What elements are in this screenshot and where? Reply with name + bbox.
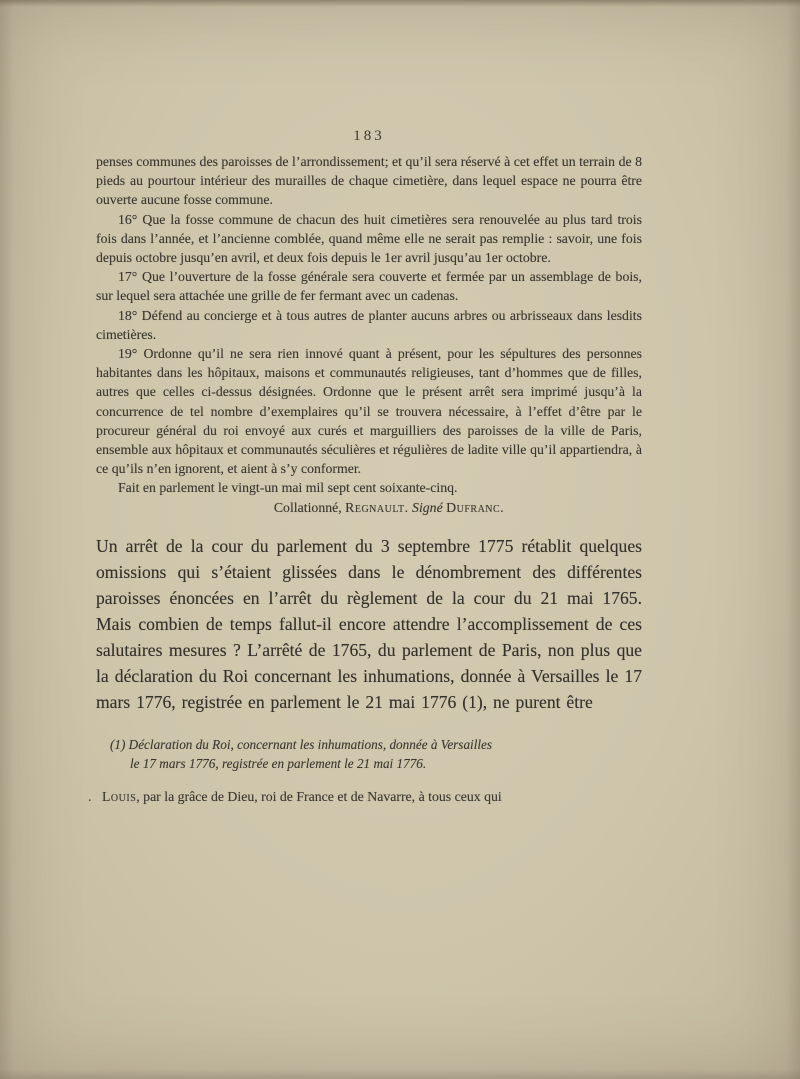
- margin-mark: .: [88, 788, 92, 804]
- ordinance-paragraph-article-16: 16° Que la fosse commune de chacun des huit cimetières sera renouvelée au plus tard trois fois dans l’année, et l’ancienne comblée, quand même elle ne serait pas remplie : savoir, une fois depuis octobre jusqu’en avril, et deux fois depuis le 1er avril jusqu’au 1er octobre.: [96, 211, 642, 266]
- ordinance-paragraph-article-18: 18° Défend au concierge et à tous autres de planter aucuns arbres ou arbrisseaux dans lesdits cimetières.: [96, 307, 642, 342]
- signature-line: [96, 498, 642, 517]
- ordinance-paragraph-continuation: penses communes des paroisses de l’arrondissement; et qu’il sera réservé à cet effet un terrain de 8 pieds au pourtour intérieur des murailles de chaque cimetière, dans lequel espace ne pourra être ouverte aucune fosse commune.: [96, 154, 642, 208]
- signe-label: Signé: [408, 499, 447, 515]
- text-block: [88, 152, 642, 806]
- signatory-dufranc: Dufranc.: [446, 499, 505, 515]
- narrative-paragraph: Un arrêt de la cour du parlement du 3 septembre 1775 rétablit quelques omissions qui s’étaient glissées dans le dénombrement des différentes paroisses énoncées en l’arrêt du règlement de la cour du 21 mai 1765. Mais combien de temps fallut-il encore attendre l’accomplissement de ces salutaires mesures ? L’arrêté de 1765, du parlement de Paris, non plus que la déclaration du Roi concernant les inhumations, donnée à Versailles le 17 mars 1776, registrée en parlement le 21 mai 1776 (1), ne purent être: [96, 535, 642, 712]
- footnote-line-1: (1) Déclaration du Roi, concernant les inhumations, donnée à Versailles: [110, 736, 493, 752]
- signatory-regnault: Regnault.: [345, 499, 409, 515]
- footnote-declaration-opening: [88, 787, 642, 806]
- footnote: [96, 735, 642, 774]
- ordinance-paragraph-fait-en-parlement: Fait en parlement le vingt-un mai mil sept cent soixante-cinq.: [118, 480, 458, 496]
- declaration-opening-text: , par la grâce de Dieu, roi de France et de Navarre, à tous ceux qui: [136, 788, 502, 804]
- ordinance-paragraph-article-19: 19° Ordonne qu’il ne sera rien innové quant à présent, pour les sépultures des personnes habitantes dans les hôpitaux, maisons et communautés religieuses, tant d’hommes que de filles, autres que celles ci-dessus désignées. Ordonne que le présent arrêt sera imprimé jusqu’à la concurrence de tel nombre d’exemplaires qu’il se trouvera nécessaire, à l’effet d’être par le procureur général du roi envoyé aux curés et marguilliers des paroisses de la ville de Paris, ensemble aux hôpitaux et communautés séculières et régulières de ladite ville qu’il appartiendra, à ce qu’ils n’en ignorent, et aient à s’y conformer.: [96, 346, 642, 477]
- king-name: Louis: [102, 788, 137, 804]
- collation-label: Collationné,: [273, 499, 346, 515]
- ordinance-paragraph-article-17: 17° Que l’ouverture de la fosse générale sera couverte et fermée par un assemblage de bois, sur lequel sera attachée une grille de fer fermant avec un cadenas.: [96, 269, 642, 304]
- footnote-line-2: le 17 mars 1776, registrée en parlement le 21 mai 1776.: [130, 756, 427, 772]
- page-number: 183: [353, 128, 385, 144]
